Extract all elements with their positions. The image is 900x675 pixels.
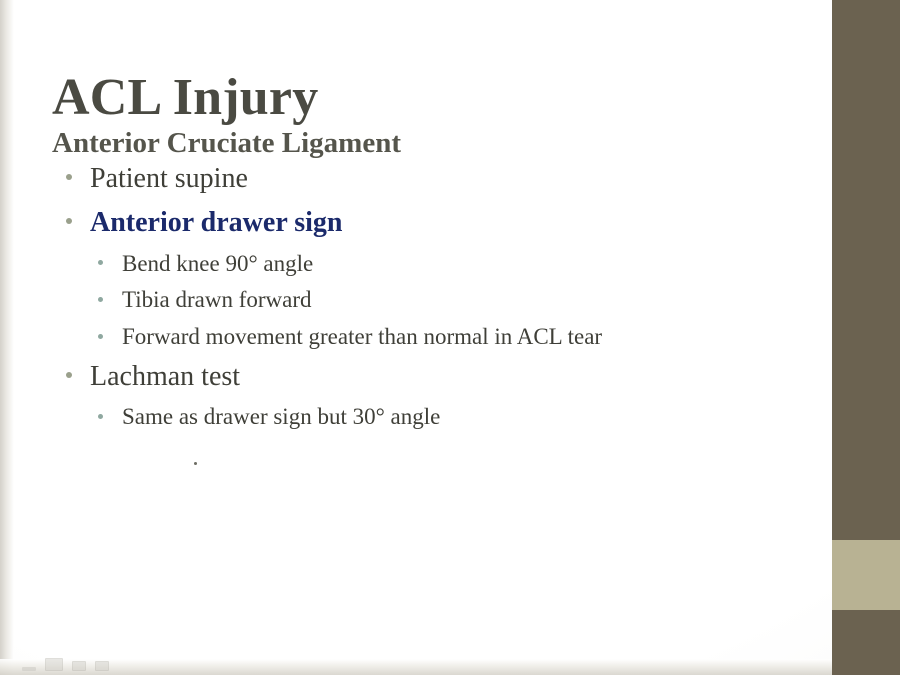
- sub-list-item: [56, 401, 796, 434]
- list-item-highlighted: [56, 204, 796, 242]
- list-item-label: Patient supine: [90, 163, 248, 194]
- list-item-label: Anterior drawer sign: [90, 206, 343, 238]
- slide-left-edge-shading: [0, 0, 14, 675]
- app-icon: [72, 661, 86, 671]
- list-item: [56, 160, 796, 198]
- sidebar-block-top: [832, 0, 900, 540]
- list-item: [56, 358, 796, 396]
- sidebar-accent-block: [832, 540, 900, 610]
- sub-list-item: [56, 248, 796, 281]
- bullet-dot-icon: [98, 260, 103, 265]
- minimize-icon: [22, 667, 36, 671]
- bullet-dot-icon: [66, 218, 72, 224]
- page-subtitle: Anterior Cruciate Ligament: [52, 127, 401, 160]
- sub-list-item-label: Same as drawer sign but 30° angle: [122, 404, 441, 430]
- list-item-label: Lachman test: [90, 360, 241, 392]
- bullet-dot-icon: [98, 297, 103, 302]
- bullet-dot-icon: [66, 174, 72, 180]
- sub-list-item-label: Forward movement greater than normal in ACL tear: [122, 323, 603, 349]
- sidebar-block-bottom: [832, 610, 900, 675]
- taskbar-icon-strip: [22, 658, 109, 671]
- bullet-dot-icon: [98, 414, 103, 419]
- bullet-dot-icon: [66, 372, 72, 378]
- sub-list-item-label: Bend knee 90° angle: [122, 250, 314, 276]
- stray-period-mark: [194, 462, 197, 465]
- sub-list-item: [56, 321, 796, 354]
- page-title: ACL Injury: [52, 68, 319, 126]
- sub-list-item-label: Tibia drawn forward: [122, 287, 312, 313]
- window-icon: [45, 658, 63, 671]
- bullet-list: [56, 160, 796, 438]
- slide-sidebar: [832, 0, 900, 675]
- app-icon: [95, 661, 109, 671]
- sub-list-item: [56, 284, 796, 317]
- slide-bottom-edge-shading: [0, 659, 832, 675]
- bullet-dot-icon: [98, 334, 103, 339]
